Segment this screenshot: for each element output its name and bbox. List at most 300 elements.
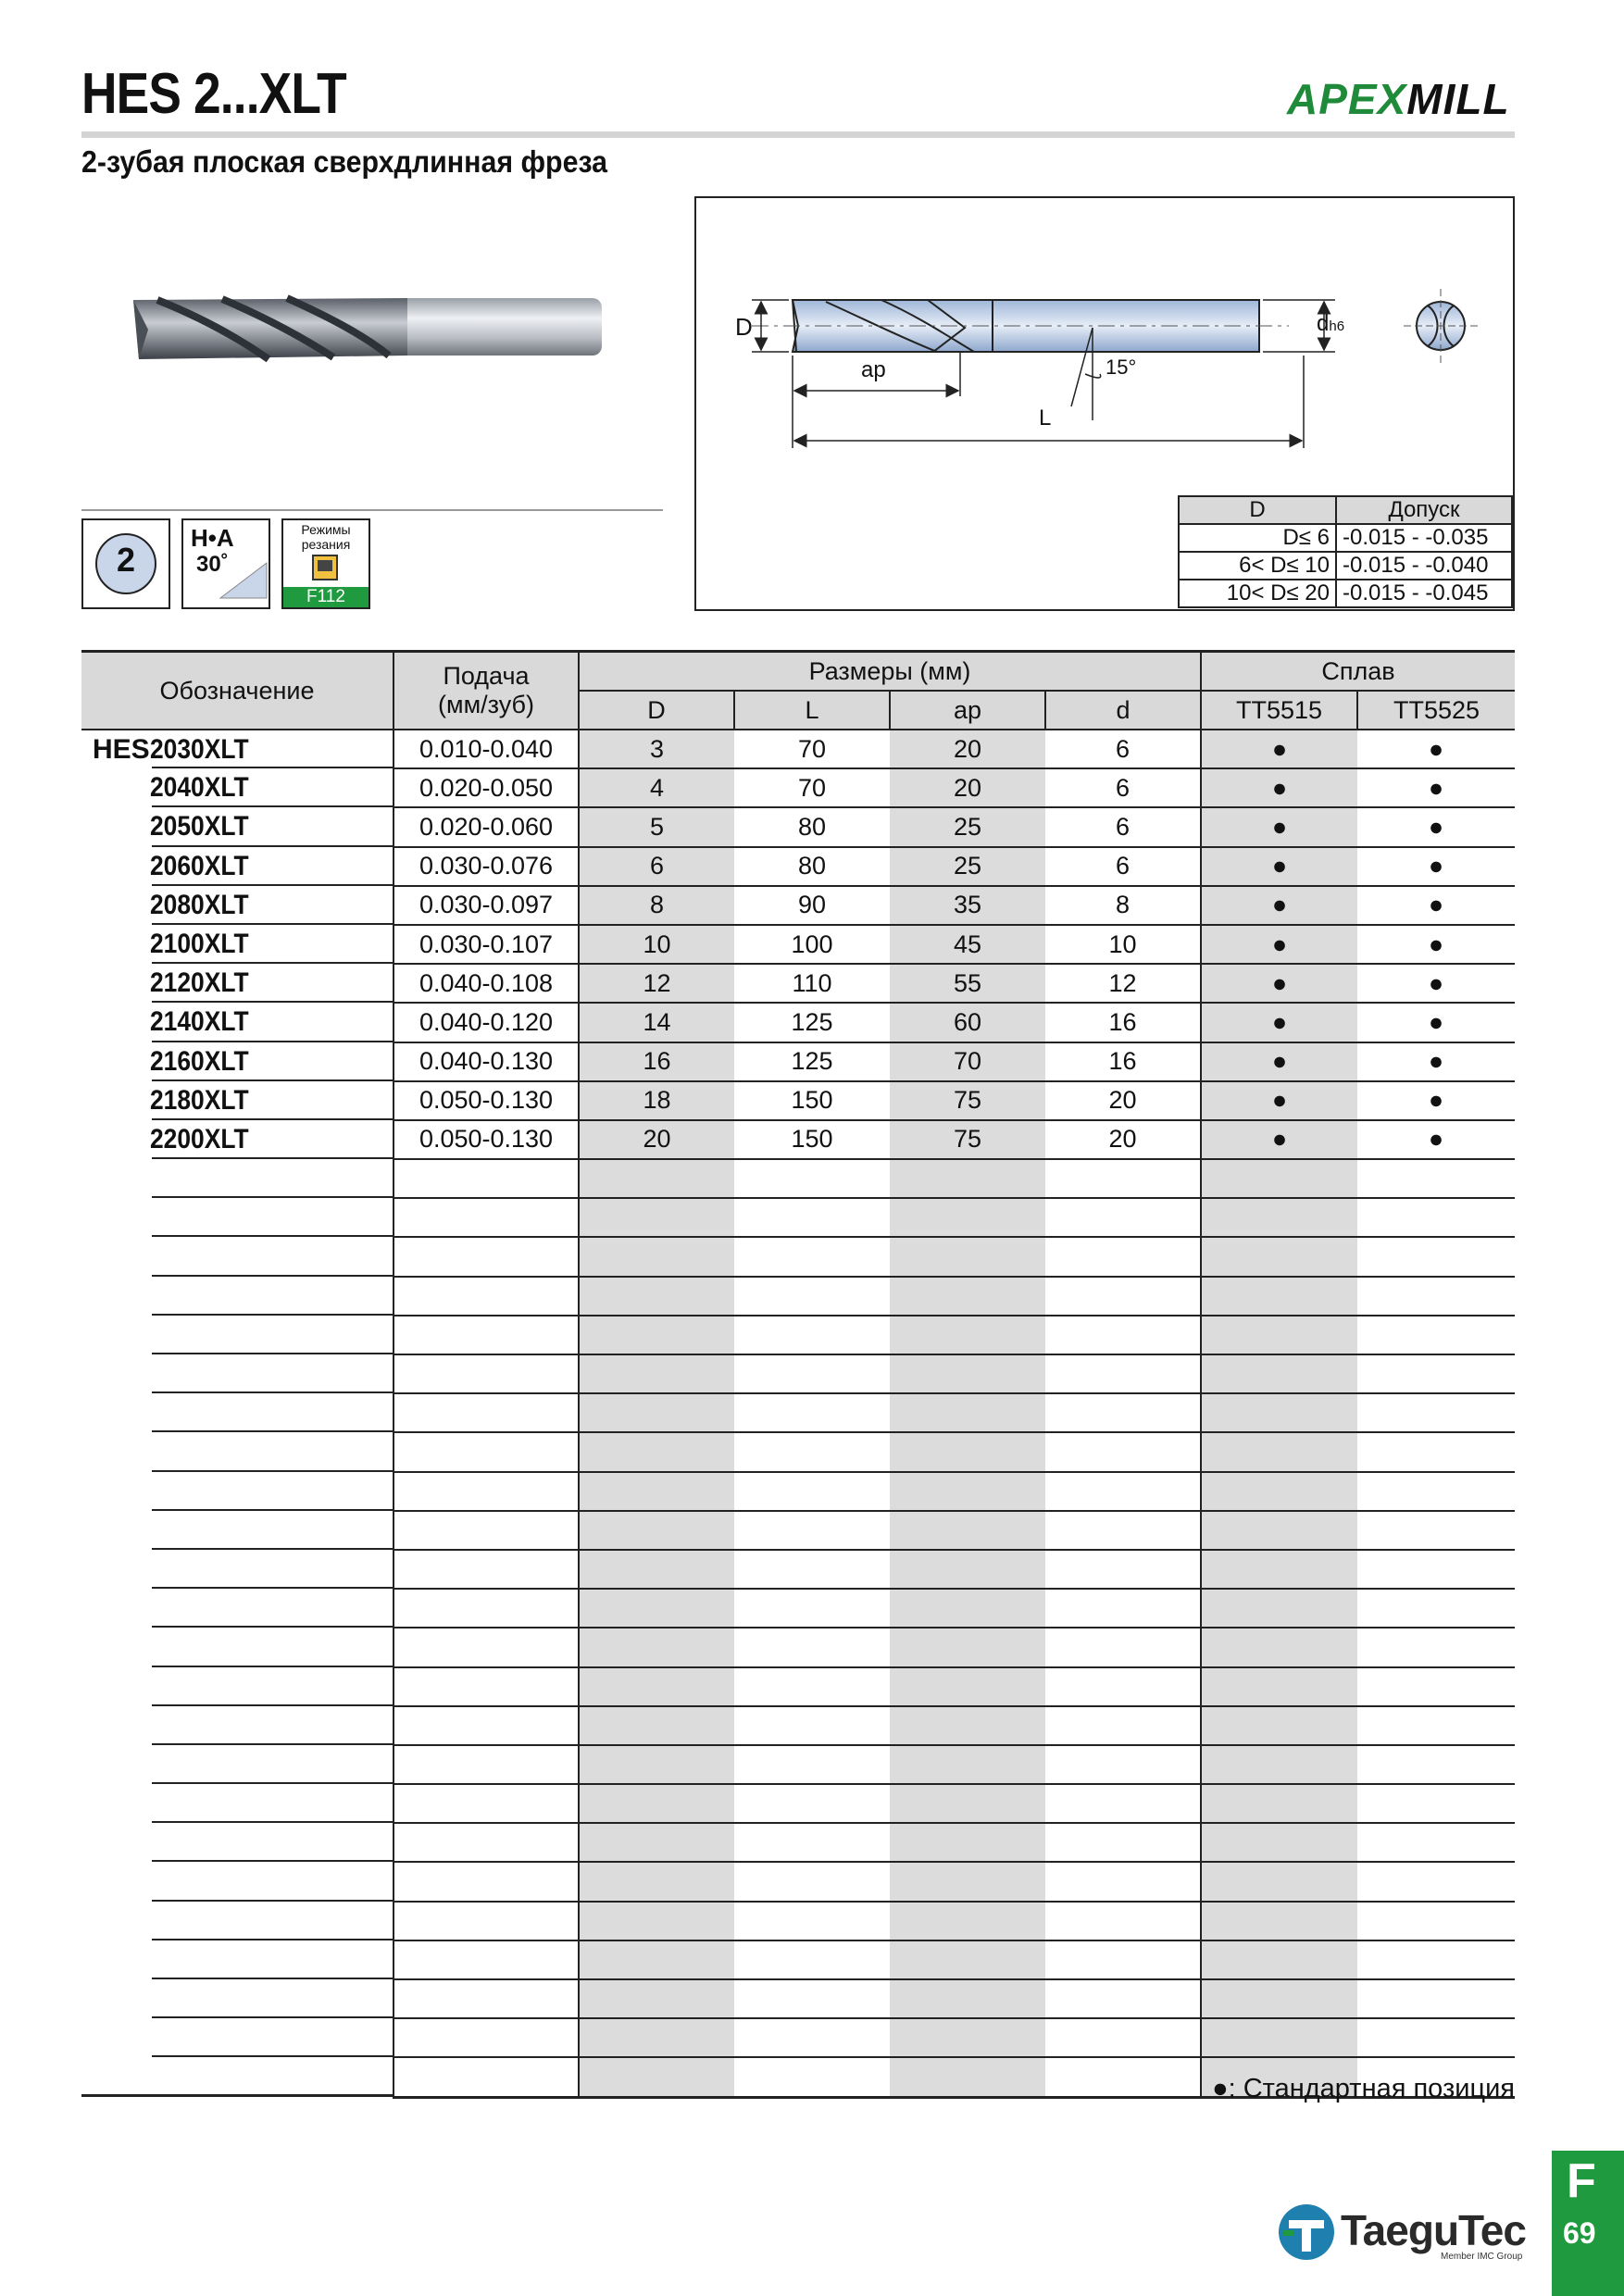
cell-tt5515: [1201, 1979, 1357, 2018]
cell-tt5515: ●: [1201, 768, 1357, 807]
table-row: [81, 730, 1515, 768]
designation-code: 2100XLT: [150, 929, 249, 960]
cell-L: [734, 1159, 890, 1198]
label-D: D: [735, 313, 753, 341]
cell-d: 6: [1045, 847, 1201, 886]
designation-cell: [81, 1198, 394, 1237]
cell-ap: 70: [890, 1042, 1045, 1081]
cell-tt5525: [1357, 1198, 1515, 1237]
cell-L: [734, 1902, 890, 1940]
cell-tt5515: [1201, 1940, 1357, 1979]
cell-tt5515: [1201, 1511, 1357, 1550]
cell-feed: [394, 1628, 579, 1666]
header-feed: [394, 652, 579, 730]
cell-ap: [890, 2018, 1045, 2057]
cell-tt5525: [1357, 1902, 1515, 1940]
tol-value: -0.015 - -0.045: [1336, 580, 1512, 607]
designation-cell: [81, 1432, 394, 1471]
cell-feed: [394, 1745, 579, 1784]
cell-ap: [890, 1940, 1045, 1979]
empty-table-row: [81, 1550, 1515, 1589]
designation-cell: [81, 1667, 394, 1706]
cell-feed: 0.030-0.097: [394, 886, 579, 925]
table-row: [81, 1081, 1515, 1120]
cell-tt5525: [1357, 1159, 1515, 1198]
cell-tt5525: [1357, 1940, 1515, 1979]
header-ap: ap: [890, 691, 1045, 730]
designation-code: 2140XLT: [150, 1006, 249, 1038]
cell-D: 20: [579, 1120, 734, 1159]
cell-D: [579, 1277, 734, 1316]
cell-d: [1045, 1550, 1201, 1589]
header-L: L: [734, 691, 890, 730]
cell-ap: [890, 1432, 1045, 1471]
cell-d: 8: [1045, 886, 1201, 925]
cell-feed: [394, 1472, 579, 1511]
cell-feed: [394, 1198, 579, 1237]
apexmill-logo: [1287, 74, 1510, 124]
designation-cell: [81, 1237, 394, 1276]
cell-tt5515: [1201, 1159, 1357, 1198]
tol-value: -0.015 - -0.035: [1336, 524, 1512, 552]
cell-d: [1045, 1706, 1201, 1745]
cell-d: 12: [1045, 964, 1201, 1003]
flute-count-icon: [81, 518, 170, 609]
designation-code: 2200XLT: [150, 1123, 249, 1154]
designation-code: 2060XLT: [150, 850, 249, 881]
designation-cell: [81, 768, 394, 807]
cell-tt5515: [1201, 1393, 1357, 1432]
label-dh6: [1317, 311, 1344, 337]
cell-tt5525: ●: [1357, 1042, 1515, 1081]
cell-d: 6: [1045, 768, 1201, 807]
cell-d: [1045, 1511, 1201, 1550]
cell-feed: 0.030-0.076: [394, 847, 579, 886]
cell-d: [1045, 1159, 1201, 1198]
cell-tt5525: [1357, 1667, 1515, 1706]
empty-table-row: [81, 1706, 1515, 1745]
cell-d: 16: [1045, 1003, 1201, 1042]
cell-feed: [394, 2057, 579, 2097]
icons-rule: [81, 509, 663, 511]
helix-label: H•A: [191, 524, 234, 552]
cell-feed: 0.040-0.108: [394, 964, 579, 1003]
cell-tt5515: [1201, 1432, 1357, 1471]
cell-tt5515: [1201, 1354, 1357, 1393]
cell-tt5525: ●: [1357, 925, 1515, 964]
cutting-data-ref[interactable]: F112: [283, 587, 369, 607]
table-row: [81, 768, 1515, 807]
cell-d: [1045, 1589, 1201, 1628]
page-title: HES 2...XLT: [81, 62, 346, 126]
cell-D: [579, 1316, 734, 1354]
cell-tt5525: [1357, 1862, 1515, 1901]
cell-feed: [394, 1979, 579, 2018]
header-dimensions: Размеры (мм): [579, 652, 1201, 692]
cell-tt5525: ●: [1357, 1120, 1515, 1159]
tol-header-d: D: [1179, 496, 1336, 524]
empty-table-row: [81, 1862, 1515, 1901]
cell-D: [579, 1472, 734, 1511]
cell-D: [579, 1393, 734, 1432]
cell-tt5515: ●: [1201, 807, 1357, 846]
helix-angle: 30˚: [196, 552, 229, 577]
cell-tt5525: [1357, 1472, 1515, 1511]
empty-table-row: [81, 1745, 1515, 1784]
cell-L: [734, 1354, 890, 1393]
helix-angle-icon: [181, 518, 270, 609]
designation-cell: [81, 886, 394, 925]
cell-ap: [890, 1823, 1045, 1862]
cell-tt5525: [1357, 1393, 1515, 1432]
designation-cell: [81, 1393, 394, 1432]
cell-D: 12: [579, 964, 734, 1003]
cell-L: [734, 1823, 890, 1862]
empty-table-row: [81, 1628, 1515, 1666]
cell-D: [579, 1979, 734, 2018]
cell-ap: [890, 1628, 1045, 1666]
designation-code: 2160XLT: [150, 1045, 249, 1077]
cell-L: [734, 1628, 890, 1666]
cell-D: [579, 1159, 734, 1198]
cell-feed: [394, 1511, 579, 1550]
cell-tt5525: [1357, 1511, 1515, 1550]
cell-D: [579, 1550, 734, 1589]
designation-cell: [81, 1979, 394, 2018]
cell-ap: 20: [890, 730, 1045, 768]
cell-L: [734, 1511, 890, 1550]
cell-feed: 0.010-0.040: [394, 730, 579, 768]
cell-ap: [890, 1393, 1045, 1432]
end-mill-photo: [120, 278, 620, 389]
cell-ap: [890, 1784, 1045, 1823]
cell-D: [579, 2057, 734, 2097]
cell-d: [1045, 1277, 1201, 1316]
label-ap: ap: [861, 357, 886, 382]
cell-tt5515: [1201, 1862, 1357, 1901]
cell-D: [579, 1667, 734, 1706]
cell-tt5515: [1201, 1667, 1357, 1706]
cell-tt5525: [1357, 1628, 1515, 1666]
designation-cell: [81, 925, 394, 964]
cell-tt5515: [1201, 1237, 1357, 1276]
cell-ap: 35: [890, 886, 1045, 925]
cell-feed: [394, 1784, 579, 1823]
cell-D: [579, 1862, 734, 1901]
empty-table-row: [81, 2018, 1515, 2057]
cell-ap: [890, 2057, 1045, 2097]
cell-tt5515: ●: [1201, 925, 1357, 964]
designation-cell: [81, 1628, 394, 1666]
cell-ap: [890, 1745, 1045, 1784]
cell-tt5525: ●: [1357, 847, 1515, 886]
footnote-standard-item: ●: Стандартная позиция: [1212, 2074, 1515, 2103]
empty-table-row: [81, 1159, 1515, 1198]
table-row: [81, 925, 1515, 964]
cell-ap: 25: [890, 847, 1045, 886]
empty-table-row: [81, 1940, 1515, 1979]
cell-ap: [890, 1159, 1045, 1198]
cell-d: [1045, 1316, 1201, 1354]
cell-tt5515: ●: [1201, 1003, 1357, 1042]
designation-cell: [81, 1784, 394, 1823]
table-row: [81, 807, 1515, 846]
designation-code: 2180XLT: [150, 1084, 249, 1116]
cutting-data-icon[interactable]: [281, 518, 370, 609]
cell-tt5515: [1201, 2018, 1357, 2057]
cell-tt5515: [1201, 1472, 1357, 1511]
cell-tt5525: ●: [1357, 886, 1515, 925]
designation-cell: [81, 1354, 394, 1393]
empty-table-row: [81, 1589, 1515, 1628]
designation-cell: [81, 1511, 394, 1550]
designation-cell: [81, 847, 394, 886]
cell-D: [579, 1432, 734, 1471]
cell-feed: [394, 1354, 579, 1393]
designation-code: 2050XLT: [150, 811, 249, 842]
tol-row: [1179, 580, 1512, 607]
designation-code: 2080XLT: [150, 889, 249, 920]
header-alloy: Сплав: [1201, 652, 1515, 692]
company-name: TaeguTec: [1341, 2206, 1526, 2254]
cell-ap: [890, 1979, 1045, 2018]
book-icon: [311, 554, 341, 581]
cell-D: [579, 2018, 734, 2057]
cell-ap: [890, 1511, 1045, 1550]
cell-feed: [394, 1237, 579, 1276]
cell-tt5525: ●: [1357, 730, 1515, 768]
cell-L: [734, 1277, 890, 1316]
cell-d: 10: [1045, 925, 1201, 964]
cell-tt5525: [1357, 1432, 1515, 1471]
designation-cell: [81, 2018, 394, 2057]
cell-feed: [394, 1550, 579, 1589]
designation-code: 2120XLT: [150, 967, 249, 999]
cell-L: 110: [734, 964, 890, 1003]
empty-table-row: [81, 1393, 1515, 1432]
cell-tt5525: [1357, 1784, 1515, 1823]
cell-d: [1045, 1940, 1201, 1979]
cell-ap: [890, 1902, 1045, 1940]
cell-tt5515: ●: [1201, 847, 1357, 886]
header-tt5515: TT5515: [1201, 691, 1357, 730]
header-feed-line2: (мм/зуб): [438, 691, 534, 718]
cell-L: 125: [734, 1003, 890, 1042]
cell-tt5525: [1357, 1979, 1515, 2018]
tol-row: [1179, 524, 1512, 552]
cell-d: 6: [1045, 807, 1201, 846]
cell-D: 5: [579, 807, 734, 846]
cell-L: 125: [734, 1042, 890, 1081]
cell-ap: 75: [890, 1081, 1045, 1120]
cell-feed: 0.030-0.107: [394, 925, 579, 964]
cell-d: [1045, 1902, 1201, 1940]
table-row: [81, 964, 1515, 1003]
cell-tt5525: [1357, 1589, 1515, 1628]
cell-feed: 0.040-0.130: [394, 1042, 579, 1081]
section-letter: F: [1567, 2154, 1596, 2208]
cell-feed: [394, 1432, 579, 1471]
cell-ap: [890, 1667, 1045, 1706]
cutting-label-2: резания: [301, 537, 351, 552]
cell-tt5515: [1201, 1823, 1357, 1862]
cell-L: [734, 1862, 890, 1901]
empty-table-row: [81, 1354, 1515, 1393]
cell-d: [1045, 2057, 1201, 2097]
cell-D: [579, 1628, 734, 1666]
empty-table-row: [81, 1511, 1515, 1550]
cell-ap: 20: [890, 768, 1045, 807]
designation-cell: [81, 964, 394, 1003]
cell-L: [734, 2057, 890, 2097]
cell-tt5515: ●: [1201, 1042, 1357, 1081]
cell-feed: [394, 1862, 579, 1901]
cell-L: [734, 1979, 890, 2018]
label-h6: h6: [1329, 318, 1345, 334]
empty-table-row: [81, 1472, 1515, 1511]
cell-d: [1045, 1393, 1201, 1432]
cell-feed: [394, 1159, 579, 1198]
tol-header-tolerance: Допуск: [1336, 496, 1512, 524]
tol-row: [1179, 552, 1512, 580]
cell-tt5525: [1357, 1237, 1515, 1276]
cell-tt5525: [1357, 1745, 1515, 1784]
empty-table-row: [81, 1237, 1515, 1276]
cell-feed: [394, 1940, 579, 1979]
cell-L: [734, 1198, 890, 1237]
designation-cell: [81, 1550, 394, 1589]
cell-feed: [394, 1277, 579, 1316]
designation-cell: [81, 1120, 394, 1159]
cell-d: [1045, 1354, 1201, 1393]
product-table: [81, 650, 1515, 2099]
cell-tt5515: [1201, 1198, 1357, 1237]
cell-feed: 0.050-0.130: [394, 1081, 579, 1120]
designation-cell: [81, 1277, 394, 1316]
cell-d: [1045, 1979, 1201, 2018]
cell-d: [1045, 1862, 1201, 1901]
cell-tt5525: ●: [1357, 964, 1515, 1003]
cell-tt5515: [1201, 1550, 1357, 1589]
cell-ap: [890, 1589, 1045, 1628]
cell-tt5525: [1357, 1316, 1515, 1354]
cell-tt5515: ●: [1201, 964, 1357, 1003]
cell-ap: [890, 1277, 1045, 1316]
cell-L: 80: [734, 847, 890, 886]
cell-feed: [394, 1667, 579, 1706]
cell-feed: [394, 1902, 579, 1940]
cell-D: 16: [579, 1042, 734, 1081]
cell-tt5515: ●: [1201, 1081, 1357, 1120]
empty-table-row: [81, 1784, 1515, 1823]
cell-feed: 0.050-0.130: [394, 1120, 579, 1159]
cell-ap: [890, 1550, 1045, 1589]
cell-tt5515: ●: [1201, 886, 1357, 925]
empty-table-row: [81, 1823, 1515, 1862]
cell-feed: [394, 1823, 579, 1862]
cell-L: 80: [734, 807, 890, 846]
cell-D: 6: [579, 847, 734, 886]
designation-cell: [81, 1823, 394, 1862]
header-tt5525: TT5525: [1357, 691, 1515, 730]
tol-range: 6< D≤ 10: [1179, 552, 1336, 580]
cutting-label-1: Режимы: [301, 522, 351, 537]
cell-D: 4: [579, 768, 734, 807]
cell-ap: [890, 1316, 1045, 1354]
cell-feed: [394, 1316, 579, 1354]
empty-table-row: [81, 1277, 1515, 1316]
cell-L: [734, 1784, 890, 1823]
designation-cell: [81, 1159, 394, 1198]
brand-apex: APEX: [1287, 75, 1407, 123]
designation-code: 2030XLT: [150, 733, 249, 765]
cell-ap: 45: [890, 925, 1045, 964]
header-designation: Обозначение: [81, 652, 394, 730]
cell-d: 6: [1045, 730, 1201, 768]
cell-tt5515: ●: [1201, 1120, 1357, 1159]
cell-tt5515: [1201, 1706, 1357, 1745]
cell-D: [579, 1823, 734, 1862]
cell-d: [1045, 1198, 1201, 1237]
designation-cell: [81, 1940, 394, 1979]
cell-D: [579, 1237, 734, 1276]
cell-L: [734, 1589, 890, 1628]
cell-d: [1045, 1628, 1201, 1666]
page-number: 69: [1563, 2216, 1596, 2250]
designation-cell: [81, 807, 394, 846]
cell-d: 20: [1045, 1120, 1201, 1159]
designation-cell: [81, 1862, 394, 1901]
cell-L: 150: [734, 1081, 890, 1120]
cell-D: 18: [579, 1081, 734, 1120]
cell-feed: 0.040-0.120: [394, 1003, 579, 1042]
cell-L: [734, 1550, 890, 1589]
flute-count: 2: [116, 541, 136, 579]
cell-feed: [394, 1706, 579, 1745]
cell-L: [734, 1667, 890, 1706]
table-row: [81, 886, 1515, 925]
cell-L: 150: [734, 1120, 890, 1159]
cell-d: [1045, 1472, 1201, 1511]
cell-ap: 55: [890, 964, 1045, 1003]
cell-tt5525: [1357, 2018, 1515, 2057]
label-d: d: [1317, 311, 1330, 336]
cell-d: [1045, 2018, 1201, 2057]
designation-cell: [81, 1706, 394, 1745]
cell-L: [734, 1745, 890, 1784]
cell-ap: [890, 1198, 1045, 1237]
cell-ap: [890, 1472, 1045, 1511]
cell-tt5515: [1201, 1902, 1357, 1940]
cell-D: [579, 1784, 734, 1823]
cell-L: [734, 1393, 890, 1432]
cell-D: [579, 1511, 734, 1550]
cell-d: [1045, 1237, 1201, 1276]
cell-ap: [890, 1706, 1045, 1745]
table-row: [81, 1120, 1515, 1159]
cell-D: 14: [579, 1003, 734, 1042]
designation-cell: [81, 730, 394, 768]
tolerance-table: [1178, 495, 1513, 608]
header-d: d: [1045, 691, 1201, 730]
designation-cell: [81, 1589, 394, 1628]
cell-feed: [394, 1393, 579, 1432]
cell-feed: 0.020-0.050: [394, 768, 579, 807]
cell-tt5525: [1357, 1354, 1515, 1393]
cell-D: [579, 1745, 734, 1784]
cell-feed: [394, 1589, 579, 1628]
cell-L: 90: [734, 886, 890, 925]
